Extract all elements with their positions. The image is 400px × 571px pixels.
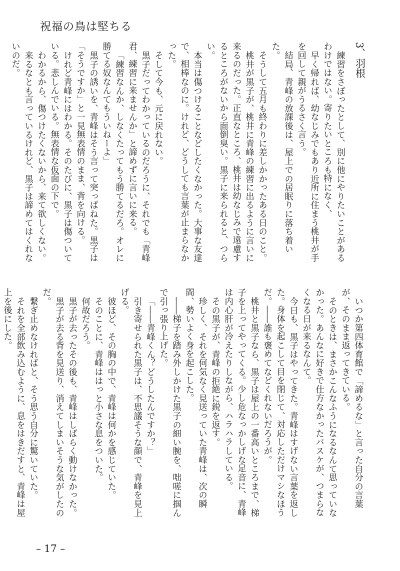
paragraph: わかるから、傷つけたくないから、来て欲しくない。	[36, 50, 46, 262]
paragraph: けれど青峰にはわかる。そのたびに、黒子は傷ついている。悲しんでいる。無表情な仮面の下で。	[49, 42, 72, 262]
paragraph: 結局、青峰の放課後は、屋上での居眠りに落ち着いた。	[270, 42, 293, 253]
paragraph: そうして五月も終わりに差しかかったある日のこと。	[257, 50, 267, 262]
paragraph: 今日も、黒子はやってきた。青峰はすげない言葉を返した。身体を起こして目を閉じて、対応しただけマシなほうだ。――誰も褒めてなどくれないだろうが。	[262, 288, 298, 517]
paragraph: 桃井が黒子が、桃井に青峰の練習に出るように言いに来るのだった。正直なところ、桃井は幼なじみで遠慮するところがないから面倒臭い。黒子に来られると、つらい。	[205, 42, 254, 262]
paragraph: 珍しく、それを何気なく見送っていた青峰は、次の瞬間、勢いよく身を起こした。	[184, 288, 207, 508]
paragraph: 練習をさぼったとして、別に他にやりたいことがあるわけではない。寄りたいところも特になく、	[322, 42, 345, 262]
paragraph: 引き寄せられた黒子は、不思議そうな顔で、青峰を見上げる。	[119, 288, 142, 517]
paragraph: 本当は傷つけることなどしたくなかった。大事な友達で、相棒なのに。けれど、どうしても言葉が止まらなかった。	[166, 42, 202, 262]
paragraph: 黒子が去る背を見送り、消えてしまいそうな気がしたのだ。	[41, 288, 64, 517]
paragraph: そのことに、青峰ははっと小さな息をついた。	[93, 296, 103, 482]
text-column-top	[10, 42, 346, 268]
paragraph: そして今も、元に戻れない。	[153, 50, 163, 165]
paragraph: 早く帰れば、幼なじみでもあり近所に住まう桃井が手を回して親がうるさく言う。	[296, 42, 319, 262]
paragraph: その黒子が、青峰の拒絶に鋭を返す。	[210, 296, 220, 447]
paragraph: 黒子の誘いを、青峰はそう言って突っぱねた。黒子は「そうですか」と一見無表情のまま、背を向ける。	[75, 42, 98, 262]
paragraph: 「練習なんか、しなくたってもう勝てるだろ。オレに勝てる奴なんてもういねーよ」	[101, 42, 124, 262]
paragraph: 黒子だってわかっているのだろうに、それでも「青峰君、練習に来ませんか」と諦めずに言いに来る。	[127, 42, 150, 262]
paragraph: 黒子が去ったその後も、青峰はしばらく動けなかった。	[67, 296, 77, 517]
paragraph: そのときは、まさかこんなふうになるなんて思っていなかった。あんなに好きで仕方なかったバスケが、つまらなくなる日が来るなんて。	[301, 288, 337, 517]
paragraph: 彼ほど、その胸の中で、青峰は何かを感じていた。	[106, 296, 116, 499]
page-number: – 17 –	[36, 544, 66, 555]
paragraph: 桃井と黒子なら、黒子は屋上の一番高いところまで、梯子を上ってやってくる。少し危なっかしげな足音に、青峰は内心肝が冷えたりしながら、ハラハラしている。	[223, 288, 259, 517]
running-title: 祝福の鳥は堅ちる	[40, 20, 132, 33]
text-column-bottom	[2, 288, 364, 520]
paragraph: 繋ぎ止めなければと、そう思う自分に驚いていた。	[28, 296, 38, 499]
paragraph: 何故だろう。	[80, 296, 90, 350]
section-heading: 3、羽根	[353, 42, 364, 79]
paragraph: それを全部飲み込むように、息をはきだすと、青峰は屋上を後にした。	[2, 288, 25, 517]
paragraph: 「――青峰くん？どうしたんですか？」	[145, 296, 155, 455]
paragraph: ――梯子を踏み外しかけた黒子の細い腕を、咄嗟に掴んで引っ張り上げた。	[158, 288, 181, 517]
paragraph: 来るなとも言っているけれど、黒子は諦めてはくれないのだ。	[10, 42, 33, 262]
paragraph: いつか第四体育館で「諦めるな」と言った自分の言葉が、そのまま返ってきている。	[340, 288, 363, 508]
